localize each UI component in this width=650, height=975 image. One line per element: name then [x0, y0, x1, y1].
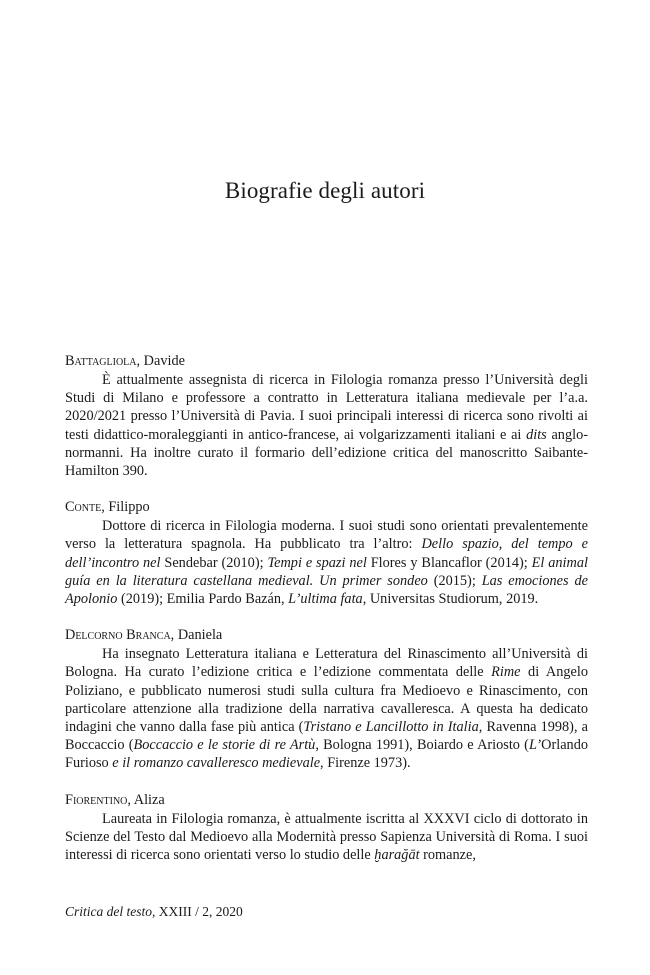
- italic-title: Las emociones de Apolonio: [65, 572, 588, 608]
- biography-entry: [65, 352, 588, 480]
- biography-entry: [65, 498, 588, 608]
- author-surname: Delcorno Branca: [65, 627, 171, 644]
- biography-entry: [65, 626, 588, 772]
- italic-title: ḫarağāt: [374, 847, 420, 864]
- author-name: [65, 791, 588, 809]
- author-given-name: , Davide: [136, 353, 185, 369]
- author-surname: Battagliola: [65, 353, 137, 369]
- author-name: [65, 352, 588, 370]
- author-bio: Laureata in Filologia romanza, è attualmente iscritta al XXXVI ciclo di dottorato in Scienze del Testo dal Medioevo alla Modernità presso Sapienza Università di Roma. I suoi interessi di ricerca sono orientati verso lo studio delle ḫarağāt romanze,: [65, 810, 588, 864]
- journal-title: Critica del testo: [65, 904, 152, 919]
- author-given-name: , Aliza: [127, 791, 165, 808]
- italic-title: L’: [528, 737, 542, 754]
- page-footer: [65, 904, 243, 920]
- journal-issue: , XXIII / 2, 2020: [152, 904, 243, 919]
- page-title: Biografie degli autori: [224, 178, 426, 203]
- biography-entry: [65, 791, 588, 865]
- author-surname: Fiorentino: [65, 791, 128, 808]
- author-given-name: , Daniela: [170, 627, 223, 644]
- author-bio: È attualmente assegnista di ricerca in Filologia romanza presso l’Università degli Studi di Milano e professore a contratto in Letteratura italiana medievale per l’a.a. 2020/2021 presso l’Università di Pavia. I suoi principali interessi di ricerca sono rivolti ai testi didattico-moraleggianti in antico-francese, ai volgarizzamenti italiani e ai dits anglo-normanni. Ha inoltre curato il formario dell’edizione critica del manoscritto Saibante-Hamilton 390.: [65, 372, 588, 480]
- italic-title: El animal guía en la literatura castellana medieval. Un primer sondeo: [65, 554, 588, 589]
- italic-title: Dello spazio, del tempo e dell’incontro nel: [65, 536, 588, 571]
- italic-title: e il romanzo cavalleresco medievale: [108, 755, 321, 772]
- author-surname: Conte: [65, 499, 102, 516]
- author-bio: Dottore di ricerca in Filologia moderna. I suoi studi sono orientati prevalentemente verso la letteratura spagnola. Ha pubblicato tra l’altro: Dello spazio, del tempo e dell’incontro nel Sendebar (2010); Tempi e spazi nel Flores y Blancaflor (2014); El animal guía en la literatura castellana medieval. Un primer sondeo (2015); Las emociones de Apolonio (2019); Emilia Pardo Bazán, L’ultima fata, Universitas Studiorum, 2019.: [65, 518, 588, 608]
- author-biographies: [65, 352, 588, 882]
- italic-title: Tempi e spazi nel: [267, 554, 367, 571]
- author-given-name: , Filippo: [101, 499, 150, 516]
- author-name: [65, 498, 588, 516]
- italic-title: Tristano e Lancillotto in Italia: [303, 719, 479, 736]
- italic-title: Rime: [491, 664, 521, 681]
- author-bio: Ha insegnato Letteratura italiana e Letteratura del Rinascimento all’Università di Bologna. Ha curato l’edizione critica e l’edizione commentata delle Rime di Angelo Poliziano, e pubblicato numerosi studi sulla cultura fra Medioevo e Rinascimento, con particolare attenzione alla tradizione della narrativa cavalleresca. A questa ha dedicato indagini che vanno dalla fase più antica (Tristano e Lancillotto in Italia, Ravenna 1998), a Boccaccio (Boccaccio e le storie di re Artù, Bologna 1991), Boiardo e Ariosto (L’Orlando Furioso e il romanzo cavalleresco medievale, Firenze 1973).: [65, 646, 588, 772]
- author-name: [65, 626, 588, 644]
- italic-title: L’ultima fata: [288, 591, 363, 608]
- italic-title: Boccaccio e le storie di re Artù: [133, 737, 316, 754]
- italic-title: dits: [526, 426, 547, 443]
